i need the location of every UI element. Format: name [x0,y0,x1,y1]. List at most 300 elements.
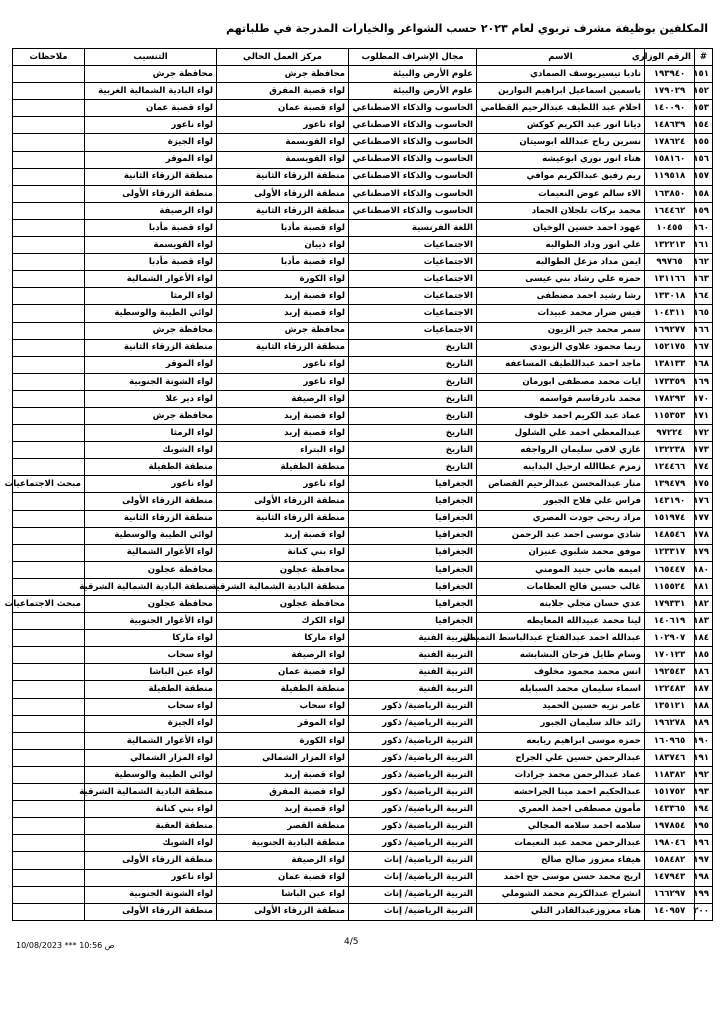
current-workplace: لواء الرصيفة [217,852,349,869]
row-number: ١٦٦ [695,322,713,339]
person-name: عماد عبد الكريم احمد خلوف [477,407,645,424]
table-row [13,852,713,869]
supervision-field: التربية الرياضية/ ذكور [349,818,477,835]
person-name: محمد نادرقاسم قواسمه [477,390,645,407]
table-row [13,151,713,168]
person-name: هيفاء معزوز صالح صالح [477,852,645,869]
assignment: لواء البادية الشمالية الغربية [85,83,217,100]
ministry-id: ١١٥٥٢٤ [645,578,695,595]
notes [13,83,85,100]
row-number: ١٨٣ [695,613,713,630]
row-number: ١٧٤ [695,459,713,476]
row-number: ١٥٣ [695,100,713,117]
supervision-field: الجغرافيا [349,544,477,561]
person-name: حمزه علي رشاد بني عيسى [477,271,645,288]
current-workplace: لواء قصبة عمان [217,664,349,681]
supervision-field: الجغرافيا [349,476,477,493]
supervision-field: الجغرافيا [349,510,477,527]
current-workplace: منطقة البادية الشمالية الشرقية [217,578,349,595]
row-number: ١٥٩ [695,202,713,219]
table-row [13,288,713,305]
table-row [13,613,713,630]
table-row [13,390,713,407]
current-workplace: لواء عين الباشا [217,886,349,903]
notes [13,647,85,664]
row-number: ١٧٠ [695,390,713,407]
ministry-id: ١٦٣٨٥٠ [645,185,695,202]
person-name: ماجد احمد عبداللطيف المساعفه [477,356,645,373]
assignment: لواء ناعور [85,117,217,134]
supervision-field: التاريخ [349,356,477,373]
notes [13,151,85,168]
ministry-id: ١٥٨١٦٠ [645,151,695,168]
ministry-id: ١٧٨٢٩٣ [645,390,695,407]
row-number: ١٨٦ [695,664,713,681]
supervision-field: الجغرافيا [349,613,477,630]
supervision-field: الجغرافيا [349,578,477,595]
ministry-id: ١٦٥٤٤٧ [645,561,695,578]
assignment: لواء عين الباشا [85,664,217,681]
person-name: غازي لافي سليمان الرواجفه [477,442,645,459]
person-name: موفق محمد شلبوي عنيزان [477,544,645,561]
table-row [13,801,713,818]
current-workplace: لواء البتراء [217,442,349,459]
row-number: ١٩٨ [695,869,713,886]
person-name: فراس علي فلاح الجبور [477,493,645,510]
assignment: لوائي الطيبة والوسطية [85,766,217,783]
supervision-field: التربية الرياضية/ ذكور [349,698,477,715]
table-row [13,185,713,202]
ministry-id: ١٧٩٣٣١ [645,596,695,613]
person-name: غالب حسين فالح العظامات [477,578,645,595]
assignment: لواء الجيزة [85,715,217,732]
supervision-field: التربية الرياضية/ ذكور [349,801,477,818]
notes [13,339,85,356]
supervision-field: التاريخ [349,407,477,424]
notes [13,835,85,852]
current-workplace: محافظة عجلون [217,596,349,613]
notes [13,356,85,373]
ministry-id: ٩٧٢٢٤ [645,425,695,442]
current-workplace: لواء قصبة عمان [217,869,349,886]
print-timestamp: ص 10:56 *** 10/08/2023 [16,941,115,950]
notes: مبحث الاجتماعيات [13,476,85,493]
ministry-id: ١٠٤٥٥ [645,219,695,236]
supervision-field: الحاسوب والذكاء الاصطناعي [349,134,477,151]
row-number: ٢٠٠ [695,903,713,920]
row-number: ١٩٩ [695,886,713,903]
row-number: ١٥٧ [695,168,713,185]
header-notes: ملاحظات [13,49,85,66]
ministry-id: ١٣٨١٣٣ [645,356,695,373]
row-number: ١٩٧ [695,852,713,869]
current-workplace: منطقة البادية الجنوبية [217,835,349,852]
row-number: ١٨١ [695,578,713,595]
person-name: انشراح عبدالكريم محمد الشوملي [477,886,645,903]
notes [13,613,85,630]
notes [13,869,85,886]
header-name: الاسم [477,49,645,66]
supervision-field: علوم الأرض والبيئة [349,83,477,100]
current-workplace: لواء سحاب [217,698,349,715]
header-number: # [695,49,713,66]
person-name: عامر نزيه حسين الحميد [477,698,645,715]
notes [13,766,85,783]
table-row [13,100,713,117]
assignment: لواء الرصيفة [85,202,217,219]
assignment: لواء الشوبك [85,442,217,459]
row-number: ١٧٥ [695,476,713,493]
row-number: ١٨٢ [695,596,713,613]
supervision-field: التربية الرياضية/ ذكور [349,835,477,852]
row-number: ١٥١ [695,66,713,83]
row-number: ١٥٤ [695,117,713,134]
supervision-field: الاجتماعيات [349,254,477,271]
assignment: منطقة الزرقاء الأولى [85,185,217,202]
assignment: منطقة الزرقاء الثانية [85,510,217,527]
person-name: ناديا تيسيريوسف الصمادي [477,66,645,83]
supervision-field: التاريخ [349,390,477,407]
notes [13,664,85,681]
notes [13,784,85,801]
table-row [13,168,713,185]
supervision-field: التربية الرياضية/ إناث [349,852,477,869]
person-name: عدي حسان مجلي جلابنه [477,596,645,613]
supervision-field: التربية الفنية [349,664,477,681]
person-name: لينا محمد عبيدالله المعايطه [477,613,645,630]
row-number: ١٦٠ [695,219,713,236]
ministry-id: ١٤٨٦٣٩ [645,117,695,134]
current-workplace: لواء قصبة إربد [217,288,349,305]
assignment: لواء قصبة مأدبا [85,219,217,236]
supervision-field: التربية الفنية [349,647,477,664]
supervision-field: التاريخ [349,373,477,390]
header-supervision-field: مجال الإشراف المطلوب [349,49,477,66]
table-row [13,202,713,219]
assignment: لوائي الطيبة والوسطية [85,305,217,322]
assignment: محافظة عجلون [85,561,217,578]
notes [13,493,85,510]
row-number: ١٦٢ [695,254,713,271]
notes [13,681,85,698]
ministry-id: ١٩٣٩٤٠ [645,66,695,83]
current-workplace: لواء الكورة [217,271,349,288]
assignment: منطقة الزرقاء الأولى [85,493,217,510]
ministry-id: ١٥١٩٧٤ [645,510,695,527]
row-number: ١٦٤ [695,288,713,305]
assignment: لواء الشوبك [85,835,217,852]
ministry-id: ١٥٨٤٨٢ [645,852,695,869]
current-workplace: لواء قصبة إربد [217,305,349,322]
table-row [13,630,713,647]
row-number: ١٨٧ [695,681,713,698]
assignment: لواء بني كنانة [85,801,217,818]
row-number: ١٨٩ [695,715,713,732]
row-number: ١٨٤ [695,630,713,647]
row-number: ١٦٨ [695,356,713,373]
assignment: منطقة الزرقاء الأولى [85,852,217,869]
person-name: نسرين رباح عبدالله ابوسيتان [477,134,645,151]
ministry-id: ١٤٣١٩٠ [645,493,695,510]
supervision-field: التربية الرياضية/ إناث [349,886,477,903]
row-number: ١٧٣ [695,442,713,459]
table-body [4,66,713,921]
ministry-id: ١٨٣٧٤٦ [645,749,695,766]
notes [13,202,85,219]
table-row [13,766,713,783]
current-workplace: لواء القويسمة [217,134,349,151]
person-name: هناء انور نوري ابوعيشه [477,151,645,168]
assignment: محافظة عجلون [85,596,217,613]
assignment: لواء قصبة عمان [85,100,217,117]
assignment: لواء سحاب [85,698,217,715]
current-workplace: لواء القويسمة [217,151,349,168]
row-number: ١٥٦ [695,151,713,168]
person-name: مأمون مصطفى احمد العمري [477,801,645,818]
notes [13,237,85,254]
ministry-id: ١٣٢٢١٣ [645,237,695,254]
ministry-id: ١٩٧٨٥٤ [645,818,695,835]
ministry-id: ١٣٥١٢١ [645,698,695,715]
assignment: لواء الأغوار الجنوبية [85,613,217,630]
current-workplace: لواء ماركا [217,630,349,647]
header-current-workplace: مركز العمل الحالي [217,49,349,66]
notes [13,305,85,322]
current-workplace: منطقة الزرقاء الثانية [217,202,349,219]
supervision-field: التاريخ [349,425,477,442]
notes [13,459,85,476]
ministry-id: ١٩٢٥٤٣ [645,664,695,681]
supervision-field: التربية الرياضية/ ذكور [349,715,477,732]
ministry-id: ١٣١١٦٦ [645,271,695,288]
current-workplace: لواء ناعور [217,476,349,493]
table-row [13,476,713,493]
ministry-id: ١٣٣٠١٨ [645,288,695,305]
assignment: منطقة الطفيلة [85,681,217,698]
table-row [13,66,713,83]
current-workplace: منطقة الزرقاء الثانية [217,510,349,527]
assignment: لواء الموقر [85,356,217,373]
assignment: لواء الجيزة [85,134,217,151]
notes [13,185,85,202]
supervision-field: التربية الرياضية/ ذكور [349,766,477,783]
supervision-field: التربية الفنية [349,681,477,698]
current-workplace: منطقة الزرقاء الأولى [217,493,349,510]
ministry-id: ١٣٢٢٣٨ [645,442,695,459]
assignment: منطقة العقبة [85,818,217,835]
table-row [13,715,713,732]
current-workplace: منطقة القصر [217,818,349,835]
table-row [13,271,713,288]
current-workplace: لواء بني كنانة [217,544,349,561]
assignment: لواء الشونة الجنوبية [85,886,217,903]
supervision-field: التربية الرياضية/ إناث [349,869,477,886]
row-number: ١٧٨ [695,527,713,544]
ministry-id: ١٦٠٩٦٥ [645,732,695,749]
ministry-id: ١٥٢١٧٥ [645,339,695,356]
person-name: اريج محمد حسن موسى حج احمد [477,869,645,886]
person-name: وسام طايل فرحان البشابشه [477,647,645,664]
notes [13,630,85,647]
ministry-id: ١٧٠١٢٣ [645,647,695,664]
ministry-id: ١٩٦٢٧٨ [645,715,695,732]
current-workplace: لواء الكرك [217,613,349,630]
person-name: عبدالحكيم احمد مينا الجراحشه [477,784,645,801]
supervision-field: علوم الأرض والبيئة [349,66,477,83]
current-workplace: محافظة جرش [217,66,349,83]
table-row [13,698,713,715]
assignment: منطقة الزرقاء الأولى [85,903,217,920]
current-workplace: لواء قصبة إربد [217,527,349,544]
supervisors-table [4,48,713,921]
notes [13,134,85,151]
row-number: ١٥٨ [695,185,713,202]
supervision-field: التربية الفنية [349,630,477,647]
assignment: منطقة البادية الشمالية الشرقية [85,578,217,595]
notes [13,749,85,766]
assignment: لواء القويسمة [85,237,217,254]
ministry-id: ١٣٩٤٧٩ [645,476,695,493]
person-name: حمزه موسى ابراهيم ربابعه [477,732,645,749]
assignment: لواء الرمثا [85,425,217,442]
notes [13,254,85,271]
table-row [13,886,713,903]
notes [13,801,85,818]
person-name: ريم رفيق عبدالكريم موافي [477,168,645,185]
person-name: اسماء سليمان محمد السبايله [477,681,645,698]
supervision-field: التاريخ [349,339,477,356]
ministry-id: ١٥١٧٥٢ [645,784,695,801]
notes [13,715,85,732]
person-name: عبدالرحمن حسين علي الجراح [477,749,645,766]
assignment: منطقة الزرقاء الثانية [85,168,217,185]
supervision-field: الحاسوب والذكاء الاصطناعي [349,168,477,185]
table-row [13,117,713,134]
notes [13,527,85,544]
current-workplace: منطقة الطفيلة [217,459,349,476]
current-workplace: محافظة عجلون [217,561,349,578]
notes [13,510,85,527]
person-name: عبدالرحمن محمد عبد النعيمات [477,835,645,852]
supervision-field: الجغرافيا [349,493,477,510]
row-number: ١٩١ [695,749,713,766]
row-number: ١٦٥ [695,305,713,322]
row-number: ١٧٩ [695,544,713,561]
ministry-id: ١٠٤٣١١ [645,305,695,322]
notes [13,425,85,442]
person-name: الاء سالم عوض النعيمات [477,185,645,202]
ministry-id: ١٤٧٩٤٣ [645,869,695,886]
table-row [13,356,713,373]
supervision-field: الاجتماعيات [349,322,477,339]
ministry-id: ١١٩٥١٨ [645,168,695,185]
assignment: لواء الأغوار الشمالية [85,271,217,288]
person-name: زمزم عطاالله ارحيل البداينه [477,459,645,476]
table-row [13,510,713,527]
supervision-field: الجغرافيا [349,527,477,544]
current-workplace: لواء قصبة إربد [217,407,349,424]
supervision-field: الحاسوب والذكاء الاصطناعي [349,100,477,117]
person-name: فيس ضرار محمد عبيدات [477,305,645,322]
supervision-field: الحاسوب والذكاء الاصطناعي [349,117,477,134]
row-number: ١٧١ [695,407,713,424]
assignment: لواء ماركا [85,630,217,647]
supervision-field: الحاسوب والذكاء الاصطناعي [349,185,477,202]
person-name: عهود احمد حسين الوخيان [477,219,645,236]
current-workplace: منطقة الزرقاء الأولى [217,185,349,202]
notes [13,66,85,83]
current-workplace: لواء ناعور [217,373,349,390]
notes [13,561,85,578]
row-number: ١٩٦ [695,835,713,852]
ministry-id: ١٢٢٤٨٣ [645,681,695,698]
current-workplace: لواء قصبة عمان [217,100,349,117]
current-workplace: لواء قصبة المفرق [217,784,349,801]
header-ministry-id: الرقم الوزاري [645,49,695,66]
assignment: منطقة البادية الشمالية الشرقية [85,784,217,801]
current-workplace: لواء قصبة المفرق [217,83,349,100]
supervision-field: الجغرافيا [349,596,477,613]
supervision-field: التاريخ [349,459,477,476]
ministry-id: ٩٩٧٦٥ [645,254,695,271]
person-name: عبدالله احمد عبدالفتاح عبدالباسط التميمي [477,630,645,647]
ministry-id: ١٤٠٦١٩ [645,613,695,630]
person-name: رائد خالد سليمان الجبور [477,715,645,732]
current-workplace: لواء ناعور [217,117,349,134]
notes [13,168,85,185]
person-name: ايمن مداد مزعل الطوالبه [477,254,645,271]
current-workplace: لواء قصبة مأدبا [217,254,349,271]
table-row [13,544,713,561]
table-header-row [13,49,713,66]
notes [13,732,85,749]
ministry-id: ١٢٣٣١٧ [645,544,695,561]
person-name: منار عبدالمحسن عبدالرحيم القصاص [477,476,645,493]
current-workplace: لواء قصبة إربد [217,801,349,818]
row-number: ١٨٨ [695,698,713,715]
table-row [13,835,713,852]
table-row [13,903,713,920]
assignment: محافظة جرش [85,322,217,339]
assignment: لواء الرمثا [85,288,217,305]
table-row [13,647,713,664]
table-row [13,749,713,766]
table-row [13,339,713,356]
document-title: المكلفين بوظيفة مشرف تربوي لعام ٢٠٢٣ حسب الشواغر والخيارات المدرجة في طلباتهم [226,22,708,35]
table-row [13,407,713,424]
person-name: احلام عبد اللطيف عبدالرحيم القطامي [477,100,645,117]
row-number: ١٥٢ [695,83,713,100]
person-name: ديانا انور عبد الكريم كوكش [477,117,645,134]
current-workplace: محافظة جرش [217,322,349,339]
current-workplace: لواء ناعور [217,356,349,373]
row-number: ١٩٠ [695,732,713,749]
person-name: عماد عبدالرحمن محمد جرادات [477,766,645,783]
row-number: ١٧٢ [695,425,713,442]
assignment: محافظة جرش [85,407,217,424]
table-row [13,305,713,322]
notes [13,100,85,117]
current-workplace: منطقة الطفيلة [217,681,349,698]
current-workplace: لواء الموقر [217,715,349,732]
person-name: سلامه احمد سلامه المجالي [477,818,645,835]
person-name: هناء معزوزعبدالقادر التلي [477,903,645,920]
notes [13,544,85,561]
notes [13,818,85,835]
table-row [13,578,713,595]
notes: مبحث الاجتماعيات [13,596,85,613]
notes [13,886,85,903]
